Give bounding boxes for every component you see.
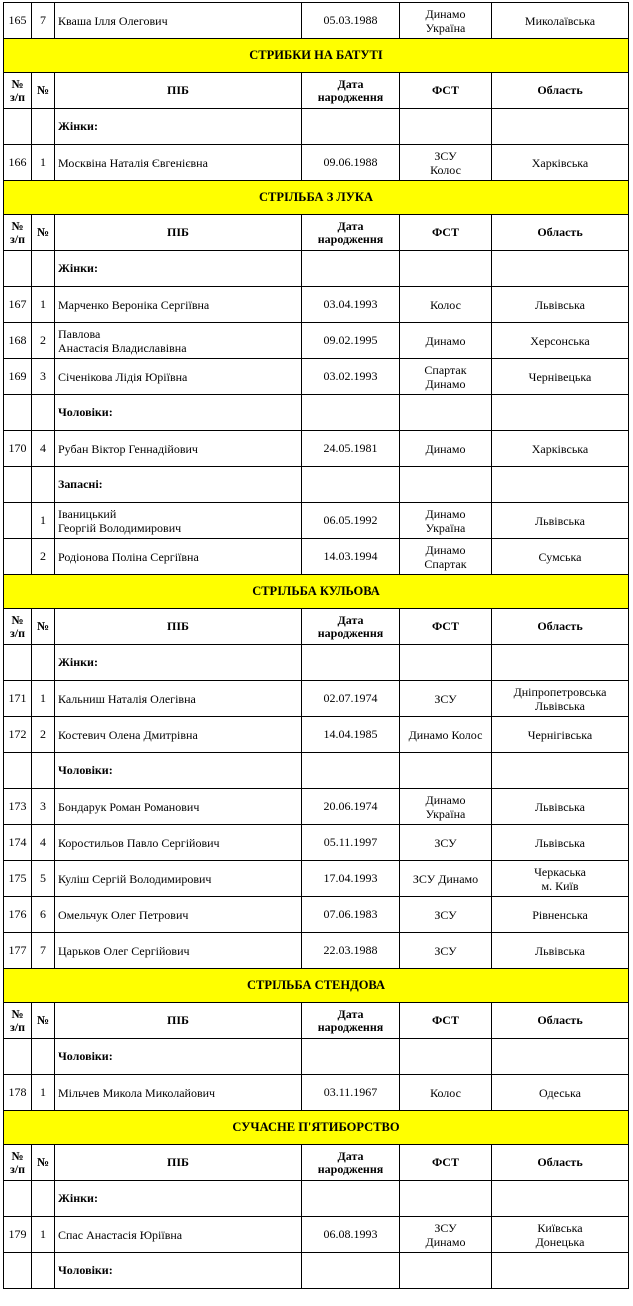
cell-num: 172 [4,717,32,753]
header-dob: Дата народження [302,1003,400,1039]
cell-empty [4,1253,32,1289]
cell-empty [4,467,32,503]
table-row [4,503,629,539]
cell-num: 167 [4,287,32,323]
group-label-row [4,1181,629,1217]
cell-fst: ЗСУ Динамо [400,1217,492,1253]
cell-no: 2 [32,323,55,359]
cell-region: Київська Донецька [492,1217,629,1253]
header-fst: ФСТ [400,73,492,109]
table-row [4,897,629,933]
cell-name: Павлова Анастасія Владиславівна [55,323,302,359]
header-region: Область [492,215,629,251]
table-row [4,825,629,861]
header-dob: Дата народження [302,609,400,645]
cell-fst: Динамо [400,431,492,467]
header-dob: Дата народження [302,73,400,109]
table-row [4,287,629,323]
cell-no: 1 [32,503,55,539]
cell-fst: ЗСУ [400,825,492,861]
cell-empty [400,753,492,789]
cell-no: 3 [32,789,55,825]
group-label: Жінки: [55,109,302,145]
cell-empty [492,1039,629,1075]
header-fst: ФСТ [400,215,492,251]
header-dob: Дата народження [302,1145,400,1181]
cell-dob: 09.02.1995 [302,323,400,359]
cell-dob: 09.06.1988 [302,145,400,181]
cell-dob: 05.11.1997 [302,825,400,861]
cell-name: Куліш Сергій Володимирович [55,861,302,897]
cell-empty [492,1181,629,1217]
header-name: ПІБ [55,215,302,251]
cell-no: 1 [32,681,55,717]
table-row [4,789,629,825]
cell-name: Рубан Віктор Геннадійович [55,431,302,467]
header-fst: ФСТ [400,609,492,645]
cell-empty [400,645,492,681]
cell-num: 170 [4,431,32,467]
cell-no: 5 [32,861,55,897]
table-row [4,3,629,39]
cell-region: Одеська [492,1075,629,1111]
cell-dob: 14.03.1994 [302,539,400,575]
section-title: СТРІЛЬБА СТЕНДОВА [4,969,629,1003]
cell-empty [4,645,32,681]
cell-name: Коростильов Павло Сергійович [55,825,302,861]
header-num: № з/п [4,73,32,109]
cell-name: Омельчук Олег Петрович [55,897,302,933]
cell-dob: 20.06.1974 [302,789,400,825]
cell-region: Херсонська [492,323,629,359]
cell-no: 4 [32,431,55,467]
cell-name: Іваницький Георгій Володимирович [55,503,302,539]
cell-empty [302,251,400,287]
cell-empty [400,1039,492,1075]
cell-no: 4 [32,825,55,861]
cell-dob: 07.06.1983 [302,897,400,933]
cell-empty [302,395,400,431]
header-region: Область [492,1145,629,1181]
cell-empty [32,467,55,503]
cell-fst: Динамо Україна [400,503,492,539]
group-label: Чоловіки: [55,753,302,789]
cell-name: Бондарук Роман Романович [55,789,302,825]
cell-empty [32,251,55,287]
cell-dob: 22.03.1988 [302,933,400,969]
cell-name: Царьков Олег Сергійович [55,933,302,969]
cell-fst: Спартак Динамо [400,359,492,395]
table-row [4,539,629,575]
header-region: Область [492,1003,629,1039]
cell-empty [4,395,32,431]
cell-no: 2 [32,717,55,753]
cell-fst: Динамо Україна [400,789,492,825]
table-row [4,933,629,969]
cell-dob: 06.05.1992 [302,503,400,539]
cell-name: Москвіна Наталія Євгенієвна [55,145,302,181]
table-header-row [4,609,629,645]
cell-fst: ЗСУ [400,681,492,717]
cell-num [4,539,32,575]
cell-num: 169 [4,359,32,395]
cell-empty [302,753,400,789]
cell-dob: 03.04.1993 [302,287,400,323]
section-title: СУЧАСНЕ П'ЯТИБОРСТВО [4,1111,629,1145]
cell-no: 1 [32,1217,55,1253]
cell-empty [492,1253,629,1289]
cell-empty [32,1181,55,1217]
cell-region: Харківська [492,431,629,467]
cell-no: 1 [32,1075,55,1111]
cell-num: 177 [4,933,32,969]
cell-name: Костевич Олена Дмитрівна [55,717,302,753]
cell-name: Марченко Вероніка Сергіївна [55,287,302,323]
header-fst: ФСТ [400,1145,492,1181]
cell-empty [32,1039,55,1075]
cell-name: Родіонова Поліна Сергіївна [55,539,302,575]
header-num: № з/п [4,1003,32,1039]
header-name: ПІБ [55,73,302,109]
cell-fst: Динамо Спартак [400,539,492,575]
cell-empty [492,251,629,287]
cell-empty [32,1253,55,1289]
cell-region: Львівська [492,789,629,825]
cell-empty [302,645,400,681]
header-no: № [32,1145,55,1181]
cell-empty [4,1039,32,1075]
group-label-row [4,753,629,789]
cell-name: Кваша Ілля Олегович [55,3,302,39]
header-num: № з/п [4,609,32,645]
cell-name: Січенікова Лідія Юріївна [55,359,302,395]
table-row [4,145,629,181]
cell-empty [400,109,492,145]
cell-region: Львівська [492,933,629,969]
section-title-row [4,181,629,215]
group-label: Чоловіки: [55,395,302,431]
section-title-row [4,1111,629,1145]
cell-num: 171 [4,681,32,717]
cell-empty [32,395,55,431]
cell-empty [32,109,55,145]
cell-dob: 17.04.1993 [302,861,400,897]
table-header-row [4,73,629,109]
cell-num [4,503,32,539]
cell-name: Спас Анастасія Юріївна [55,1217,302,1253]
cell-num: 175 [4,861,32,897]
cell-region: Рівненська [492,897,629,933]
cell-dob: 14.04.1985 [302,717,400,753]
group-label: Жінки: [55,251,302,287]
group-label-row [4,1039,629,1075]
header-name: ПІБ [55,1145,302,1181]
group-label-row [4,1253,629,1289]
section-title-row [4,575,629,609]
header-name: ПІБ [55,1003,302,1039]
header-region: Область [492,73,629,109]
cell-fst: Колос [400,1075,492,1111]
cell-num: 179 [4,1217,32,1253]
table-row [4,431,629,467]
cell-no: 2 [32,539,55,575]
cell-empty [4,1181,32,1217]
cell-empty [400,467,492,503]
cell-empty [4,753,32,789]
group-label-row [4,467,629,503]
cell-empty [492,395,629,431]
cell-region: Миколаївська [492,3,629,39]
cell-region: Львівська [492,287,629,323]
section-title-row [4,39,629,73]
header-no: № [32,1003,55,1039]
cell-empty [400,395,492,431]
athletes-table-body [4,3,629,1289]
table-row [4,1217,629,1253]
group-label: Чоловіки: [55,1253,302,1289]
cell-dob: 02.07.1974 [302,681,400,717]
header-region: Область [492,609,629,645]
header-name: ПІБ [55,609,302,645]
cell-region: Дніпропетровська Львівська [492,681,629,717]
cell-no: 7 [32,3,55,39]
cell-region: Львівська [492,825,629,861]
table-row [4,323,629,359]
cell-empty [492,645,629,681]
group-label: Жінки: [55,645,302,681]
section-title: СТРИБКИ НА БАТУТІ [4,39,629,73]
cell-no: 7 [32,933,55,969]
cell-fst: Колос [400,287,492,323]
cell-region: Чернівецька [492,359,629,395]
cell-no: 1 [32,145,55,181]
header-no: № [32,215,55,251]
cell-no: 3 [32,359,55,395]
cell-empty [302,1253,400,1289]
cell-region: Черкаська м. Київ [492,861,629,897]
cell-empty [400,1181,492,1217]
header-dob: Дата народження [302,215,400,251]
cell-empty [302,1181,400,1217]
cell-fst: Динамо Україна [400,3,492,39]
section-title: СТРІЛЬБА КУЛЬОВА [4,575,629,609]
cell-num: 174 [4,825,32,861]
cell-name: Мільчев Микола Миколайович [55,1075,302,1111]
cell-fst: ЗСУ Колос [400,145,492,181]
table-row [4,717,629,753]
cell-empty [302,109,400,145]
cell-region: Харківська [492,145,629,181]
cell-num: 176 [4,897,32,933]
cell-empty [400,1253,492,1289]
cell-empty [4,251,32,287]
cell-dob: 06.08.1993 [302,1217,400,1253]
header-num: № з/п [4,215,32,251]
group-label-row [4,109,629,145]
cell-empty [32,753,55,789]
group-label: Жінки: [55,1181,302,1217]
cell-fst: ЗСУ [400,897,492,933]
cell-empty [302,467,400,503]
table-row [4,861,629,897]
cell-empty [302,1039,400,1075]
cell-fst: Динамо [400,323,492,359]
header-fst: ФСТ [400,1003,492,1039]
group-label: Чоловіки: [55,1039,302,1075]
cell-no: 1 [32,287,55,323]
header-no: № [32,73,55,109]
cell-num: 166 [4,145,32,181]
table-row [4,1075,629,1111]
cell-num: 165 [4,3,32,39]
table-header-row [4,1145,629,1181]
group-label-row [4,645,629,681]
cell-dob: 05.03.1988 [302,3,400,39]
cell-num: 168 [4,323,32,359]
cell-empty [32,645,55,681]
table-row [4,359,629,395]
table-row [4,681,629,717]
header-no: № [32,609,55,645]
section-title: СТРІЛЬБА З ЛУКА [4,181,629,215]
cell-fst: ЗСУ [400,933,492,969]
cell-fst: Динамо Колос [400,717,492,753]
cell-no: 6 [32,897,55,933]
header-num: № з/п [4,1145,32,1181]
cell-dob: 03.02.1993 [302,359,400,395]
group-label: Запасні: [55,467,302,503]
table-header-row [4,1003,629,1039]
cell-empty [4,109,32,145]
cell-empty [492,753,629,789]
cell-num: 173 [4,789,32,825]
cell-empty [492,109,629,145]
cell-empty [492,467,629,503]
section-title-row [4,969,629,1003]
athletes-table [3,2,629,1289]
group-label-row [4,395,629,431]
group-label-row [4,251,629,287]
table-header-row [4,215,629,251]
cell-fst: ЗСУ Динамо [400,861,492,897]
cell-empty [400,251,492,287]
cell-region: Львівська [492,503,629,539]
cell-region: Чернігівська [492,717,629,753]
cell-name: Кальниш Наталія Олегівна [55,681,302,717]
cell-dob: 03.11.1967 [302,1075,400,1111]
cell-num: 178 [4,1075,32,1111]
cell-region: Сумська [492,539,629,575]
cell-dob: 24.05.1981 [302,431,400,467]
